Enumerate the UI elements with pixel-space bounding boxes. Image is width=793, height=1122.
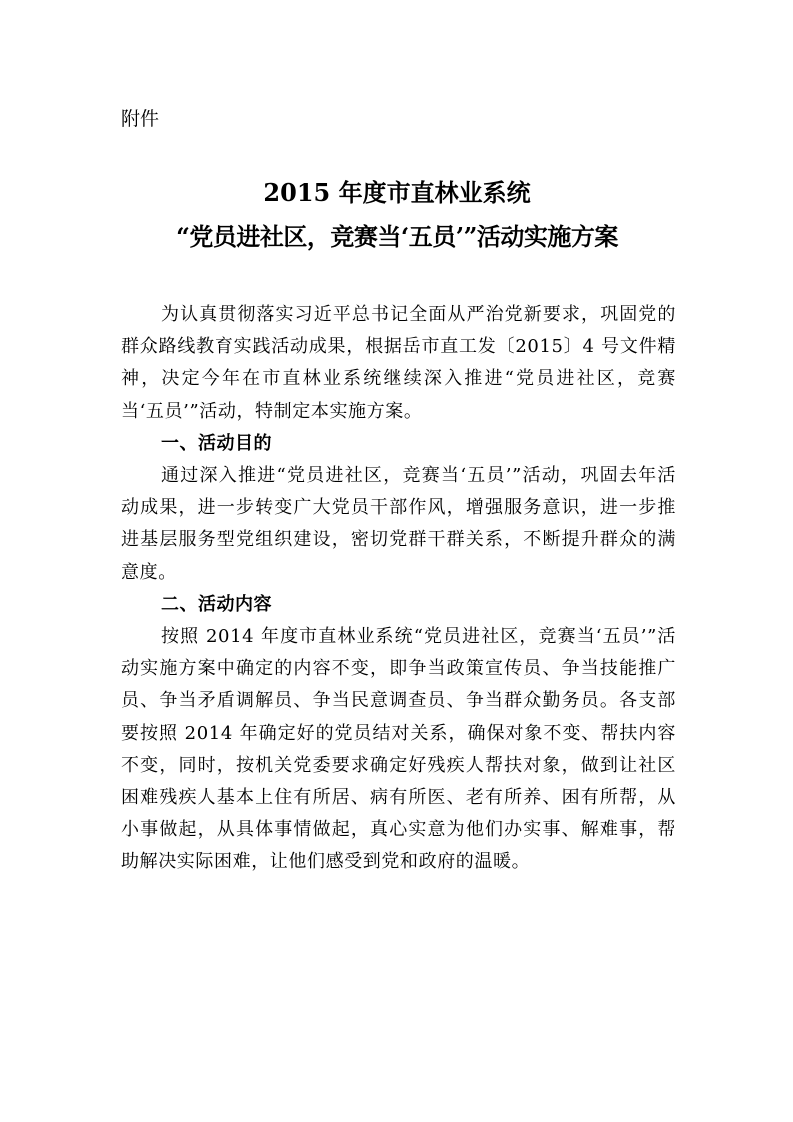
document-title-line-2: “党员进社区，竞赛当‘五员’”活动实施方案 [176,222,618,251]
attachment-label: 附件 [121,108,160,130]
section-1-heading: 一、活动目的 [161,432,272,454]
section-2-heading: 二、活动内容 [161,593,272,615]
section-1-paragraph: 通过深入推进“党员进社区，竞赛当‘五员’”活动，巩固去年活动成果，进一步转变广大党员干部作风，增强服务意识，进一步推进基层服务型党组织建设，密切党群干群关系，不断提升群众的满意度。 [121,465,676,583]
document-title-line-1: 2015 年度市直林业系统 [263,178,531,207]
intro-paragraph: 为认真贯彻落实习近平总书记全面从严治党新要求，巩固党的群众路线教育实践活动成果，根据岳市直工发〔2015〕4 号文件精神，决定今年在市直林业系统继续深入推进“党员进社区，竞赛当‘五员’”活动，特制定本实施方案。 [121,304,676,422]
document-body [121,299,676,879]
section-2-paragraph: 按照 2014 年度市直林业系统“党员进社区，竞赛当‘五员’”活动实施方案中确定的内容不变，即争当政策宣传员、争当技能推广员、争当矛盾调解员、争当民意调查员、争当群众勤务员。各支部要按照 2014 年确定好的党员结对关系，确保对象不变、帮扶内容不变，同时，按机关党委要求确定好残疾人帮扶对象，做到让社区困难残疾人基本上住有所居、病有所医、老有所养、困有所帮，从小事做起，从具体事情做起，真心实意为他们办实事、解难事，帮助解决实际困难，让他们感受到党和政府的温暖。 [121,626,676,873]
